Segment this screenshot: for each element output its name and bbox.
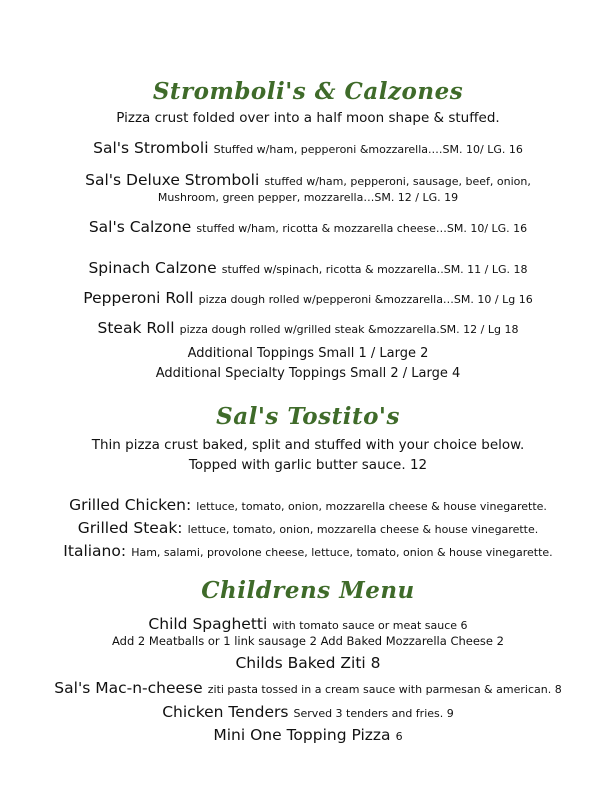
menu-item	[0, 217, 616, 236]
item-desc: Ham, salami, provolone cheese, lettuce, tomato, onion & house vinegarette.	[131, 546, 553, 559]
item-name: Italiano:	[63, 542, 127, 560]
toppings-note: Additional Specialty Toppings Small 2 / Large 4	[155, 366, 461, 381]
item-desc: pizza dough rolled w/pepperoni &mozzarella…SM. 10 / Lg 16	[198, 293, 533, 306]
menu-item	[0, 518, 616, 537]
item-desc: Served 3 tenders and fries. 9	[293, 707, 454, 720]
item-name: Chicken Tenders	[162, 703, 289, 721]
item-desc: Stuffed w/ham, pepperoni &mozzarella.…SM. 10/ LG. 16	[213, 143, 523, 156]
item-name: Grilled Chicken:	[69, 496, 192, 514]
item-name: Steak Roll	[97, 319, 175, 337]
item-desc: ziti pasta tossed in a cream sauce with parmesan & american. 8	[207, 683, 562, 696]
item-name: Sal's Deluxe Stromboli	[85, 171, 260, 189]
item-desc: pizza dough rolled w/grilled steak &mozzarella.SM. 12 / Lg 18	[179, 323, 519, 336]
toppings-note: Additional Toppings Small 1 / Large 2	[187, 346, 429, 361]
item-desc: stuffed w/ham, pepperoni, sausage, beef, onion,	[264, 175, 531, 188]
menu-item	[0, 288, 616, 307]
section-title-tostitos: Sal's Tostito's	[216, 403, 400, 430]
item-name: Mini One Topping Pizza	[213, 726, 391, 744]
item-desc: with tomato sauce or meat sauce 6	[272, 619, 468, 632]
item-name: Grilled Steak:	[77, 519, 183, 537]
item-desc: stuffed w/ham, ricotta & mozzarella cheese…SM. 10/ LG. 16	[196, 222, 528, 235]
add-on-note: Add 2 Meatballs or 1 link sausage 2 Add Baked Mozzarella Cheese 2	[112, 634, 504, 648]
section-intro: Topped with garlic butter sauce. 12	[188, 457, 428, 473]
menu-item	[0, 138, 616, 157]
item-name: Child Spaghetti	[148, 615, 268, 633]
menu-item	[0, 614, 616, 633]
item-desc-continued: Mushroom, green pepper, mozzarella…SM. 12 / LG. 19	[157, 191, 459, 204]
item-desc: stuffed w/spinach, ricotta & mozzarella..SM. 11 / LG. 18	[221, 263, 528, 276]
section-title-stromboli: Stromboli's & Calzones	[152, 78, 464, 105]
item-desc: lettuce, tomato, onion, mozzarella cheese & house vinegarette.	[187, 523, 539, 536]
item-name: Childs Baked Ziti 8	[235, 654, 381, 672]
item-desc: lettuce, tomato, onion, mozzarella cheese & house vinegarette.	[196, 500, 547, 513]
item-name: Sal's Mac-n-cheese	[54, 679, 203, 697]
section-title-childrens-menu: Childrens Menu	[201, 577, 415, 604]
section-intro: Pizza crust folded over into a half moon shape & stuffed.	[116, 110, 500, 126]
item-name: Sal's Stromboli	[93, 139, 209, 157]
menu-item	[0, 653, 616, 672]
menu-item	[0, 318, 616, 337]
menu-item	[0, 725, 616, 744]
item-name: Pepperoni Roll	[83, 289, 194, 307]
menu-item	[0, 678, 616, 697]
item-name: Sal's Calzone	[88, 218, 192, 236]
item-name: Spinach Calzone	[88, 259, 217, 277]
menu-item	[0, 258, 616, 277]
section-intro: Thin pizza crust baked, split and stuffed with your choice below.	[91, 437, 525, 453]
menu-item	[0, 170, 616, 189]
menu-item	[0, 702, 616, 721]
item-desc: 6	[395, 730, 403, 743]
menu-item	[0, 541, 616, 560]
menu-item	[0, 495, 616, 514]
